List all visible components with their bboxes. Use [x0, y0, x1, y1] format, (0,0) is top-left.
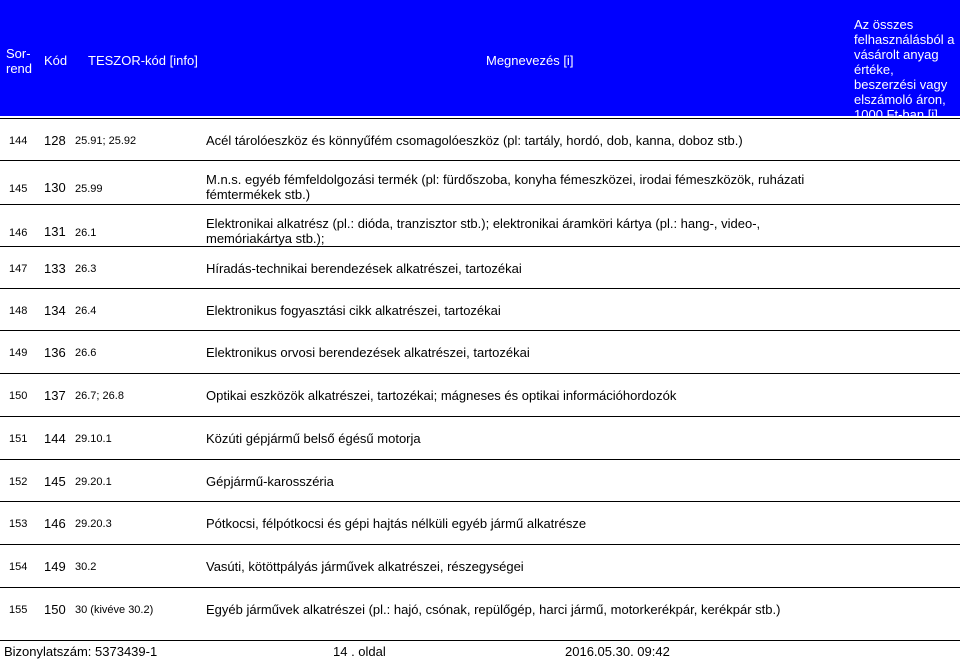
cell-teszor: 26.6 [75, 347, 97, 359]
cell-kod: 144 [44, 431, 66, 446]
cell-sorrend: 146 [9, 227, 28, 239]
cell-megnevezes: Híradás-technikai berendezések alkatrészei, tartozékai [206, 261, 522, 276]
header-kod: Kód [44, 53, 68, 68]
table-row [0, 128, 960, 170]
table-row [0, 554, 960, 596]
cell-megnevezes: Acél tárolóeszköz és könnyűfém csomagolóeszköz (pl: tartály, hordó, dob, kanna, doboz stb.) [206, 133, 743, 148]
table-row [0, 170, 960, 212]
table-row [0, 511, 960, 553]
footer-bizonylatszam: Bizonylatszám: 5373439-1 [4, 644, 158, 659]
cell-sorrend: 152 [9, 476, 28, 488]
cell-kod: 133 [44, 261, 66, 276]
header-teszor-info-link[interactable]: TESZOR-kód [info] [88, 53, 198, 68]
row-divider [0, 160, 960, 161]
footer-date: 2016.05.30. 09:42 [565, 644, 670, 659]
cell-kod: 145 [44, 474, 66, 489]
table-row [0, 597, 960, 639]
cell-sorrend: 148 [9, 305, 28, 317]
cell-sorrend: 155 [9, 604, 28, 616]
cell-megnevezes: Elektronikus fogyasztási cikk alkatrészei, tartozékai [206, 303, 501, 318]
table-row [0, 298, 960, 340]
cell-kod: 134 [44, 303, 66, 318]
cell-teszor: 29.20.1 [75, 476, 112, 488]
cell-kod: 130 [44, 180, 66, 195]
cell-sorrend: 144 [9, 135, 28, 147]
header-sorrend: Sor-rend [6, 46, 33, 76]
row-divider [0, 330, 960, 331]
cell-kod: 131 [44, 224, 66, 239]
cell-sorrend: 151 [9, 433, 28, 445]
page-footer [0, 640, 960, 659]
header-osszes-info-link[interactable]: Az összes felhasználásból a vásárolt anyag értéke, beszerzési vagy elszámoló áron, 1000 Ft-ban [i] [854, 17, 955, 122]
header-divider [0, 118, 960, 119]
row-divider [0, 246, 960, 247]
cell-megnevezes: Közúti gépjármű belső égésű motorja [206, 431, 421, 446]
cell-teszor: 30.2 [75, 561, 97, 573]
cell-kod: 146 [44, 516, 66, 531]
cell-megnevezes: Elektronikus orvosi berendezések alkatrészei, tartozékai [206, 345, 530, 360]
cell-teszor: 25.91; 25.92 [75, 135, 137, 147]
row-divider [0, 288, 960, 289]
cell-megnevezes: Vasúti, kötöttpályás járművek alkatrészei, részegységei [206, 559, 524, 574]
cell-teszor: 26.4 [75, 305, 97, 317]
cell-sorrend: 147 [9, 263, 28, 275]
row-divider [0, 204, 960, 205]
cell-kod: 136 [44, 345, 66, 360]
cell-kod: 150 [44, 602, 66, 617]
table-row [0, 340, 960, 382]
row-divider [0, 373, 960, 374]
cell-megnevezes: Optikai eszközök alkatrészei, tartozékai; mágneses és optikai információhordozók [206, 388, 677, 403]
row-divider [0, 416, 960, 417]
cell-teszor: 25.99 [75, 183, 103, 195]
table-row [0, 256, 960, 298]
cell-megnevezes: Egyéb járművek alkatrészei (pl.: hajó, csónak, repülőgép, harci jármű, motorkerékpár, kerékpár stb.) [206, 602, 781, 617]
cell-teszor: 26.1 [75, 227, 97, 239]
header-megnevezes-info-link[interactable]: Megnevezés [i] [486, 53, 574, 68]
cell-sorrend: 150 [9, 390, 28, 402]
row-divider [0, 501, 960, 502]
footer-page-number: 14 . oldal [333, 644, 386, 659]
table-row [0, 383, 960, 425]
table-row [0, 214, 960, 256]
cell-sorrend: 153 [9, 518, 28, 530]
cell-megnevezes: Elektronikai alkatrész (pl.: dióda, tranzisztor stb.); elektronikai áramköri kártya (pl.: hang-, video-, memóriakártya stb.); [206, 216, 761, 246]
cell-kod: 137 [44, 388, 66, 403]
cell-sorrend: 149 [9, 347, 28, 359]
cell-sorrend: 145 [9, 183, 28, 195]
cell-megnevezes: M.n.s. egyéb fémfeldolgozási termék (pl: fürdőszoba, konyha fémeszközei, irodai fémeszközök, ruházati fémtermékek stb.) [206, 172, 805, 202]
cell-teszor: 29.10.1 [75, 433, 112, 445]
row-divider [0, 544, 960, 545]
cell-teszor: 30 (kivéve 30.2) [75, 604, 154, 616]
cell-kod: 149 [44, 559, 66, 574]
cell-sorrend: 154 [9, 561, 28, 573]
cell-megnevezes: Gépjármű-karosszéria [206, 474, 334, 489]
cell-megnevezes: Pótkocsi, félpótkocsi és gépi hajtás nélküli egyéb jármű alkatrésze [206, 516, 587, 531]
cell-teszor: 26.3 [75, 263, 97, 275]
table-row [0, 426, 960, 468]
table-header [0, 0, 960, 122]
cell-teszor: 26.7; 26.8 [75, 390, 124, 402]
table-row [0, 469, 960, 511]
row-divider [0, 459, 960, 460]
row-divider [0, 587, 960, 588]
cell-teszor: 29.20.3 [75, 518, 112, 530]
cell-kod: 128 [44, 133, 66, 148]
